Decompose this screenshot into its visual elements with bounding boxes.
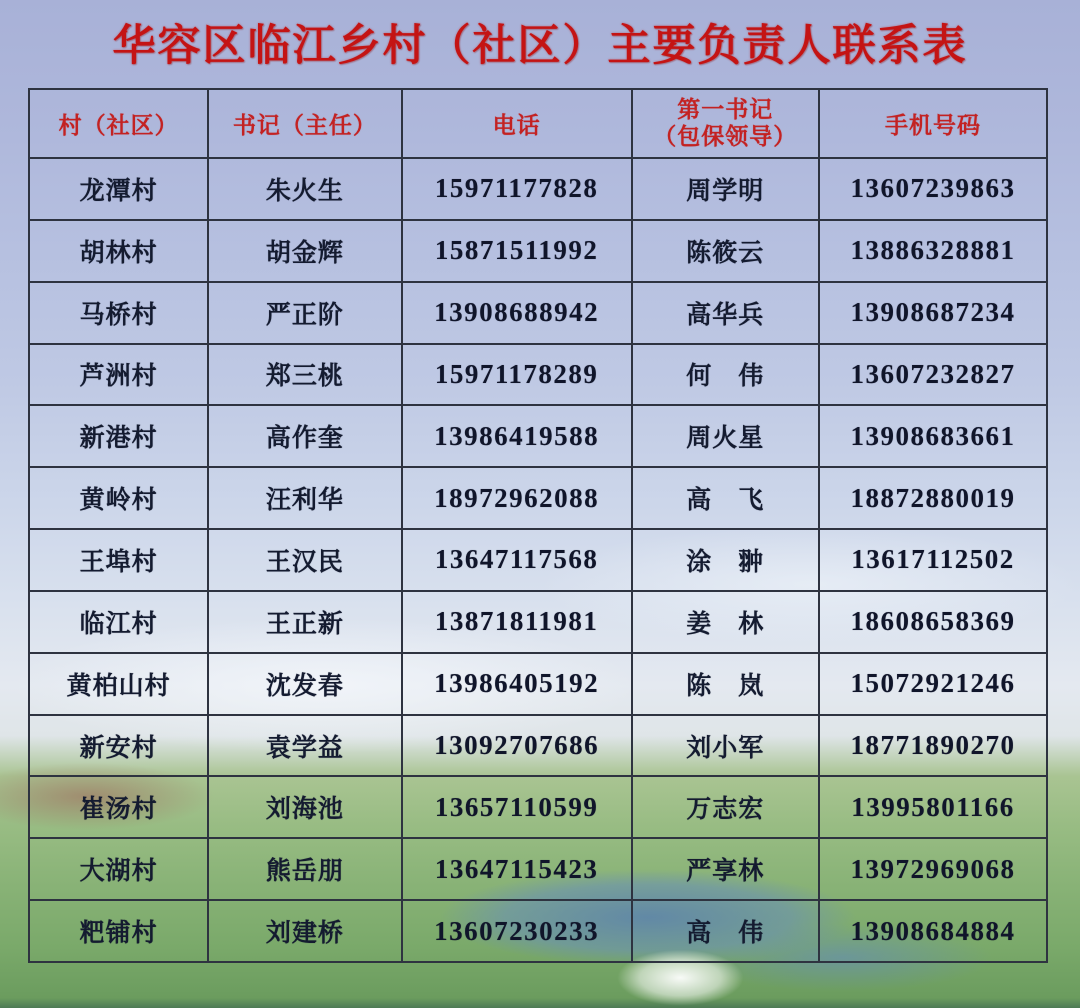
table-body [29, 158, 1047, 962]
table-row [29, 838, 1047, 900]
cell-mobile: 13617112502 [819, 529, 1047, 591]
cell-first-secretary: 周学明 [632, 158, 819, 220]
table-row [29, 282, 1047, 344]
cell-mobile: 18872880019 [819, 467, 1047, 529]
cell-village: 芦洲村 [29, 344, 208, 406]
cell-mobile: 13995801166 [819, 776, 1047, 838]
cell-village: 黄岭村 [29, 467, 208, 529]
table-row [29, 344, 1047, 406]
table-row [29, 158, 1047, 220]
cell-phone: 15971178289 [402, 344, 632, 406]
cell-village: 临江村 [29, 591, 208, 653]
cell-first-secretary: 刘小军 [632, 715, 819, 777]
header-secretary: 书记（主任） [208, 89, 401, 158]
cell-first-secretary: 何 伟 [632, 344, 819, 406]
cell-first-secretary: 姜 林 [632, 591, 819, 653]
cell-mobile: 18771890270 [819, 715, 1047, 777]
cell-secretary: 汪利华 [208, 467, 401, 529]
page-title: 华容区临江乡村（社区）主要负责人联系表 [112, 23, 968, 70]
table-row [29, 220, 1047, 282]
contact-table [28, 88, 1048, 963]
cell-mobile: 13908683661 [819, 405, 1047, 467]
cell-first-secretary: 高华兵 [632, 282, 819, 344]
cell-first-secretary: 高 伟 [632, 900, 819, 962]
cell-secretary: 朱火生 [208, 158, 401, 220]
cell-first-secretary: 陈 岚 [632, 653, 819, 715]
cell-first-secretary: 万志宏 [632, 776, 819, 838]
cell-phone: 13647117568 [402, 529, 632, 591]
cell-mobile: 13607239863 [819, 158, 1047, 220]
table-row [29, 591, 1047, 653]
cell-mobile: 18608658369 [819, 591, 1047, 653]
table-row [29, 405, 1047, 467]
header-phone: 电话 [402, 89, 632, 158]
header-first-secretary-line2: （包保领导） [653, 123, 798, 149]
cell-secretary: 刘建桥 [208, 900, 401, 962]
cell-secretary: 郑三桃 [208, 344, 401, 406]
cell-phone: 13908688942 [402, 282, 632, 344]
cell-mobile: 13607232827 [819, 344, 1047, 406]
cell-first-secretary: 陈筱云 [632, 220, 819, 282]
cell-first-secretary: 高 飞 [632, 467, 819, 529]
cell-village: 大湖村 [29, 838, 208, 900]
cell-phone: 13607230233 [402, 900, 632, 962]
cell-secretary: 严正阶 [208, 282, 401, 344]
cell-mobile: 15072921246 [819, 653, 1047, 715]
cell-phone: 13647115423 [402, 838, 632, 900]
cell-village: 新港村 [29, 405, 208, 467]
cell-village: 崔汤村 [29, 776, 208, 838]
cell-village: 胡林村 [29, 220, 208, 282]
cell-village: 粑铺村 [29, 900, 208, 962]
cell-village: 龙潭村 [29, 158, 208, 220]
cell-phone: 13986419588 [402, 405, 632, 467]
cell-secretary: 王正新 [208, 591, 401, 653]
cell-phone: 15871511992 [402, 220, 632, 282]
header-village: 村（社区） [29, 89, 208, 158]
cell-first-secretary: 周火星 [632, 405, 819, 467]
header-first-secretary [632, 89, 819, 158]
cell-secretary: 熊岳朋 [208, 838, 401, 900]
cell-first-secretary: 严享林 [632, 838, 819, 900]
table-row [29, 467, 1047, 529]
cell-secretary: 袁学益 [208, 715, 401, 777]
cell-village: 新安村 [29, 715, 208, 777]
cell-village: 王埠村 [29, 529, 208, 591]
header-row [29, 89, 1047, 158]
cell-phone: 15971177828 [402, 158, 632, 220]
cell-mobile: 13972969068 [819, 838, 1047, 900]
cell-secretary: 胡金辉 [208, 220, 401, 282]
table-row [29, 900, 1047, 962]
cell-phone: 13657110599 [402, 776, 632, 838]
header-first-secretary-line1: 第一书记 [677, 97, 774, 123]
cell-phone: 13871811981 [402, 591, 632, 653]
cell-phone: 18972962088 [402, 467, 632, 529]
cell-secretary: 刘海池 [208, 776, 401, 838]
cell-secretary: 沈发春 [208, 653, 401, 715]
header-mobile: 手机号码 [819, 89, 1047, 158]
cell-phone: 13986405192 [402, 653, 632, 715]
cell-mobile: 13886328881 [819, 220, 1047, 282]
cell-mobile: 13908684884 [819, 900, 1047, 962]
cell-secretary: 王汉民 [208, 529, 401, 591]
cell-phone: 13092707686 [402, 715, 632, 777]
cell-village: 黄柏山村 [29, 653, 208, 715]
cell-first-secretary: 涂 翀 [632, 529, 819, 591]
table-row [29, 715, 1047, 777]
table-row [29, 529, 1047, 591]
table-row [29, 776, 1047, 838]
table-row [29, 653, 1047, 715]
cell-village: 马桥村 [29, 282, 208, 344]
cell-mobile: 13908687234 [819, 282, 1047, 344]
table-header [29, 89, 1047, 158]
cell-secretary: 高作奎 [208, 405, 401, 467]
